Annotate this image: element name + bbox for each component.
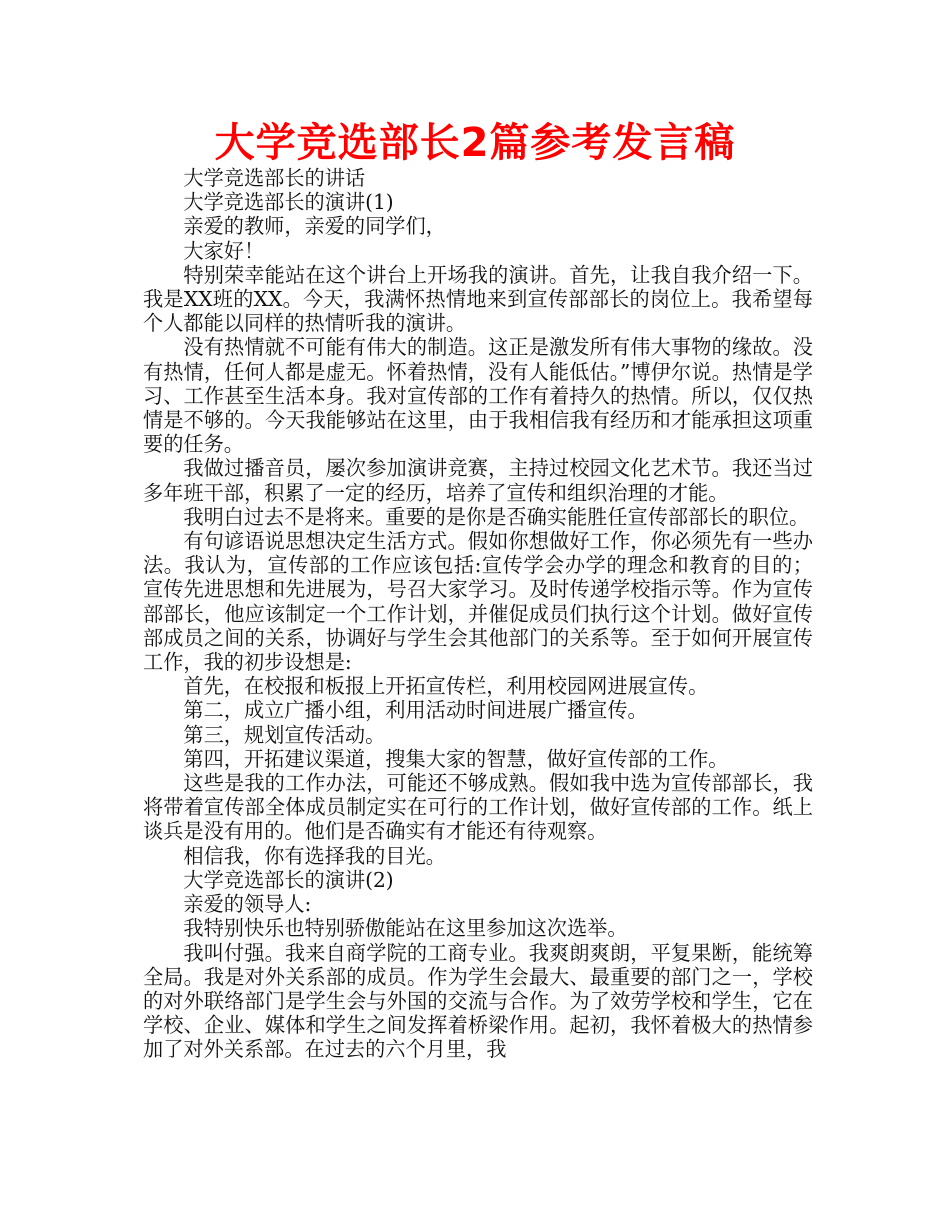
- paragraph: 我明白过去不是将来。重要的是你是否确实能胜任宣传部部长的职位。: [183, 504, 810, 529]
- paragraph: 首先，在校报和板报上开拓宣传栏，利用校园网进展宣传。: [183, 674, 709, 699]
- paragraph: 大学竞选部长的讲话: [183, 166, 366, 190]
- paragraph: 第三，规划宣传活动。: [183, 722, 386, 747]
- paragraph: 有句谚语说思想决定生活方式。假如你想做好工作，你必须先有一些办法。我认为，宣传部的工作应该包括:宣传学会办学的理念和教育的目的；宣传先进思想和先进展为，号召大家学习。及时传递学校指示等。作为宣传部部长，他应该制定一个工作计划，并催促成员们执行这个计划。做好宣传部成员之间的关系，协调好与学生会其他部门的关系等。至于如何开展宣传工作，我的初步设想是:: [143, 529, 813, 675]
- paragraph: 大家好！: [183, 238, 265, 263]
- paragraph: 没有热情就不可能有伟大的制造。这正是激发所有伟大事物的缘故。没有热情，任何人都是虚无。怀着热情，没有人能低估。”博伊尔说。热情是学习、工作甚至生活本身。我对宣传部的工作有着持久的热情。所以，仅仅热情是不够的。今天我能够站在这里，由于我相信我有经历和才能承担这项重要的任务。: [143, 335, 813, 457]
- paragraph: 相信我，你有选择我的目光。: [183, 843, 446, 868]
- paragraph: 我叫付强。我来自商学院的工商专业。我爽朗爽朗，平复果断，能统筹全局。我是对外关系部的成员。作为学生会最大、最重要的部门之一，学校的对外联络部门是学生会与外国的交流与合作。为了效劳学校和学生，它在学校、企业、媒体和学生之间发挥着桥梁作用。起初，我怀着极大的热情参加了对外关系部。在过去的六个月里，我: [143, 940, 813, 1062]
- document-body: [143, 166, 813, 1062]
- paragraph: 第二，成立广播小组，利用活动时间进展广播宣传。: [183, 698, 648, 723]
- paragraph: 我特别快乐也特别骄傲能站在这里参加这次选举。: [183, 916, 628, 941]
- paragraph: 这些是我的工作办法，可能还不够成熟。假如我中选为宣传部部长，我将带着宣传部全体成员制定实在可行的工作计划，做好宣传部的工作。纸上谈兵是没有用的。他们是否确实有才能还有待观察。: [143, 771, 813, 844]
- paragraph: 大学竞选部长的演讲(2): [183, 867, 394, 892]
- paragraph: 亲爱的教师，亲爱的同学们，: [183, 214, 446, 239]
- document-title: 大学竞选部长2篇参考发言稿: [214, 120, 736, 166]
- paragraph: 亲爱的领导人:: [183, 892, 312, 917]
- paragraph: 特别荣幸能站在这个讲台上开场我的演讲。首先，让我自我介绍一下。我是XX班的XX。今天，我满怀热情地来到宣传部部长的岗位上。我希望每个人都能以同样的热情听我的演讲。: [143, 262, 813, 336]
- paragraph: 第四，开拓建议渠道，搜集大家的智慧，做好宣传部的工作。: [183, 746, 729, 771]
- paragraph: 大学竞选部长的演讲(1): [183, 190, 394, 215]
- paragraph: 我做过播音员，屡次参加演讲竞赛，主持过校园文化艺术节。我还当过多年班干部，积累了一定的经历，培养了宣传和组织治理的才能。: [143, 456, 813, 505]
